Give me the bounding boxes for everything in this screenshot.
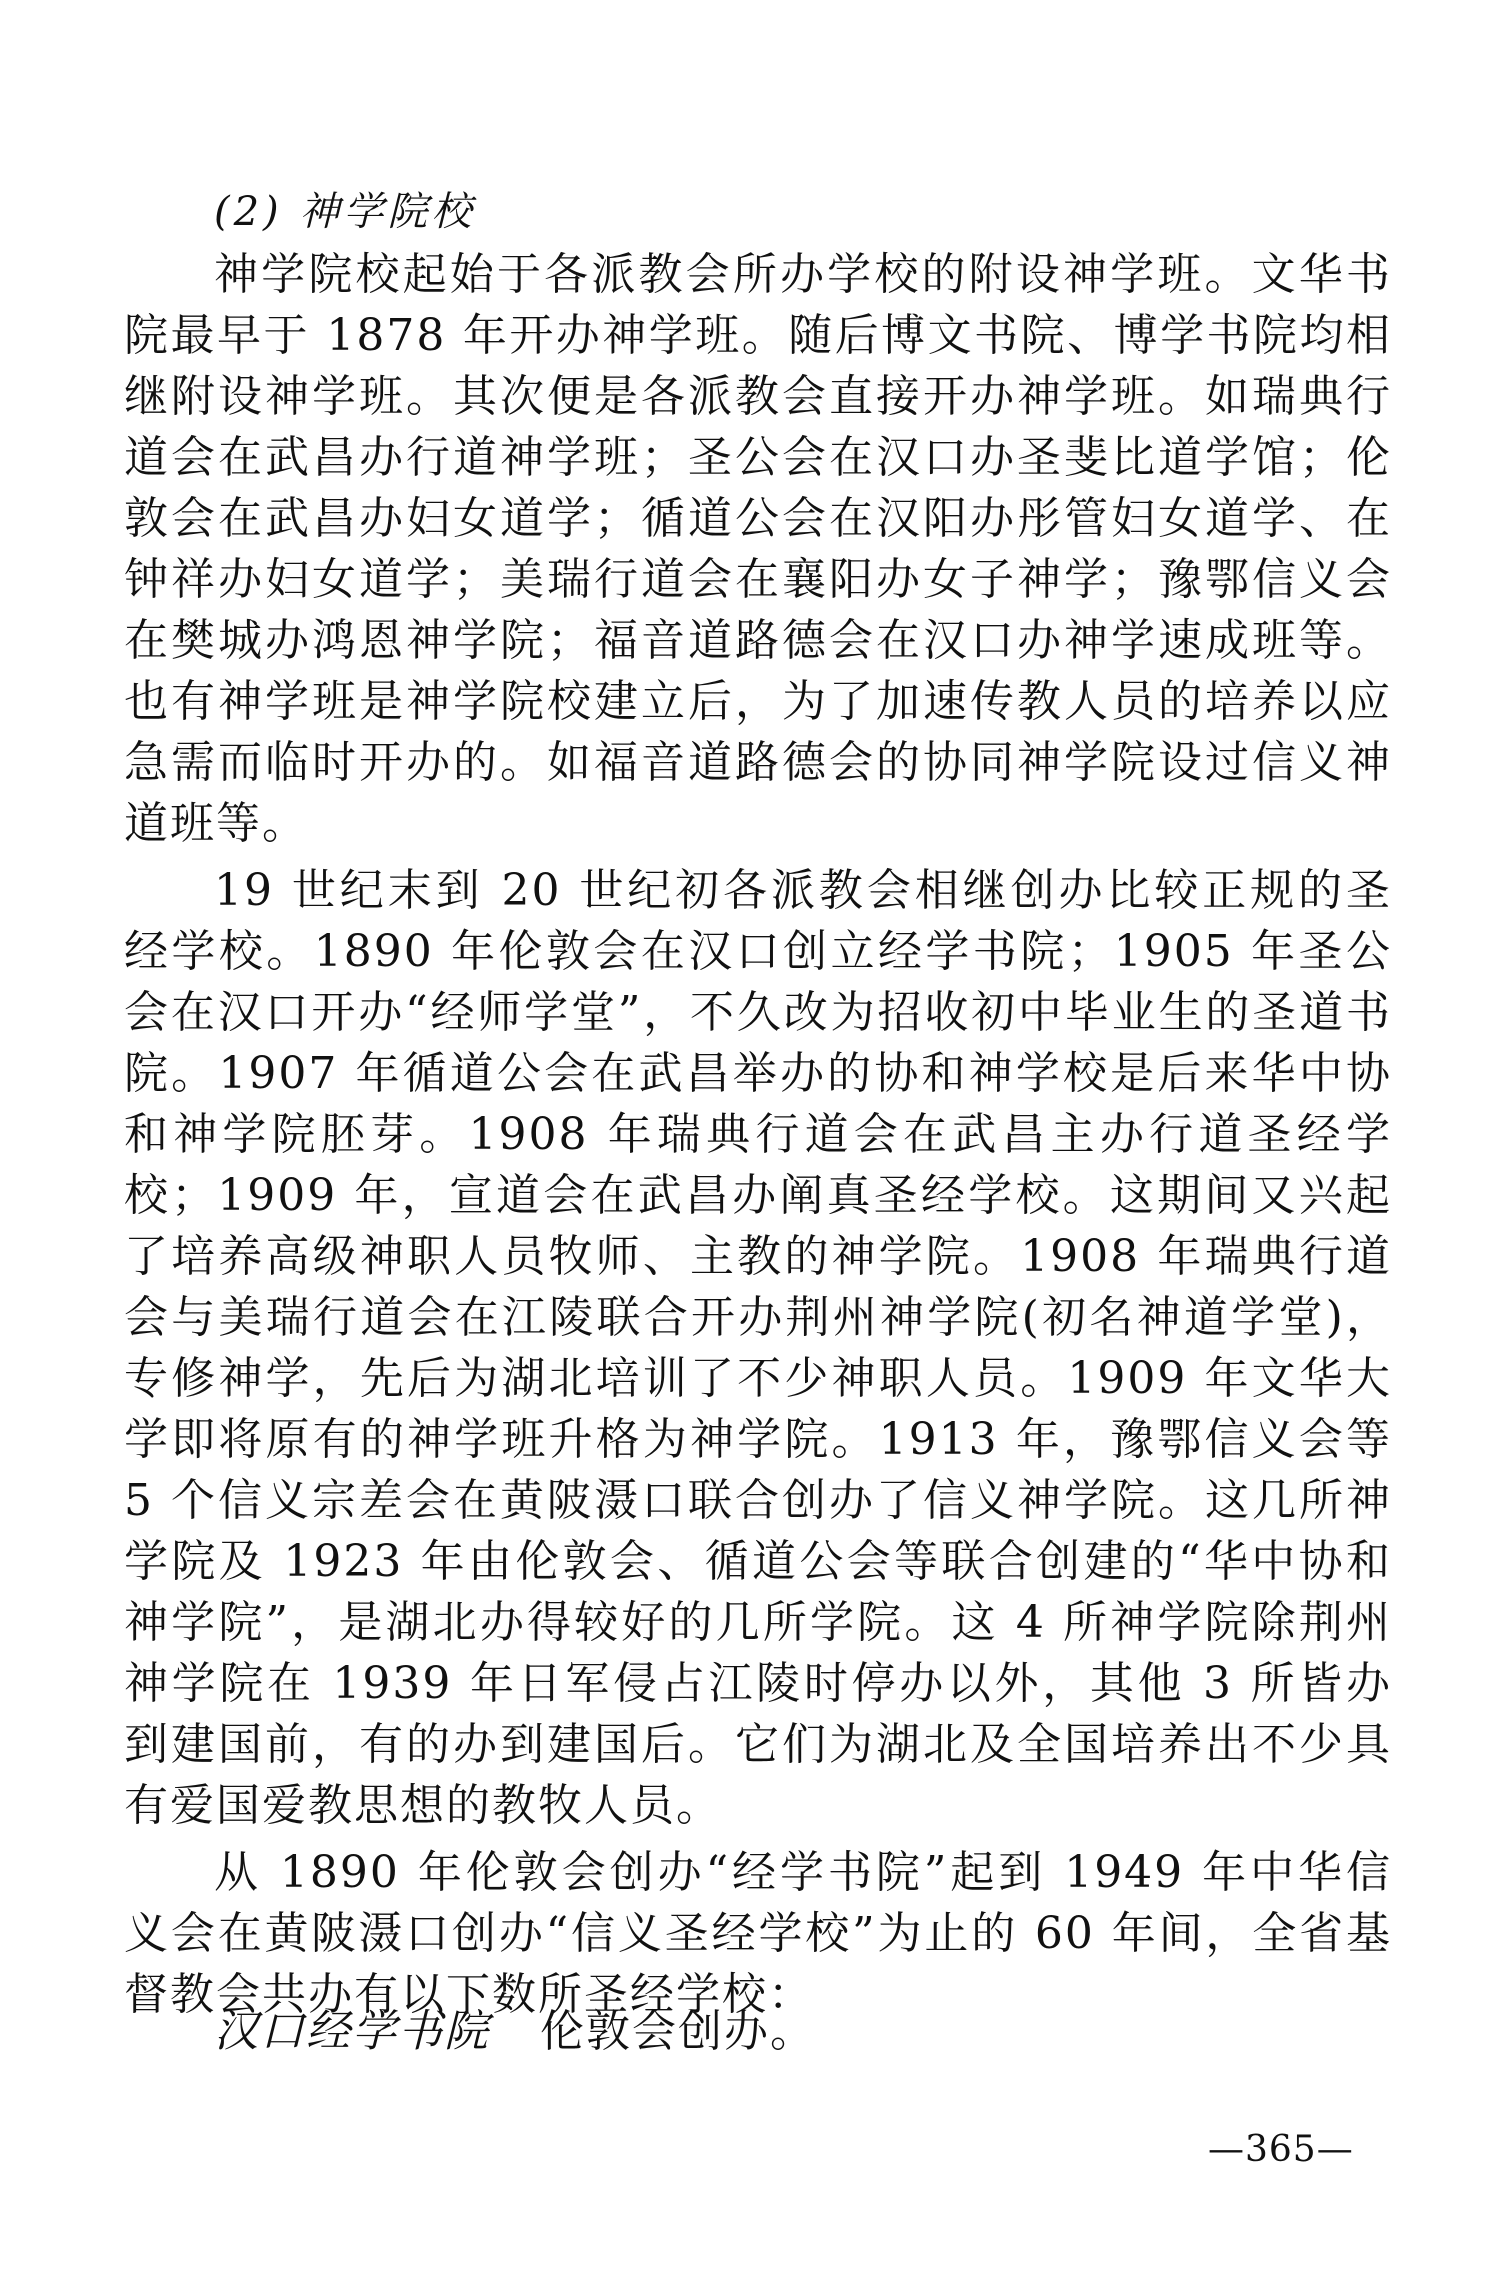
paragraph-3: 从 1890 年伦敦会创办“经学书院”起到 1949 年中华信义会在黄陂滠口创办“信义圣经学校”为止的 60 年间，全省基督教会共办有以下数所圣经学校： [124, 1847, 1392, 2020]
body-text [124, 244, 1392, 2031]
paragraph-2: 19 世纪末到 20 世纪初各派教会相继创办比较正规的圣经学校。1890 年伦敦会在汉口创立经学书院；1905 年圣公会在汉口开办“经师学堂”，不久改为招收初中毕业生的圣道书院。1907 年循道公会在武昌举办的协和神学校是后来华中协和神学院胚芽。1908 年瑞典行道会在武昌主办行道圣经学校；1909 年，宣道会在武昌办阐真圣经学校。这期间又兴起了培养高级神职人员牧师、主教的神学院。1908 年瑞典行道会与美瑞行道会在江陵联合开办荆州神学院(初名神道学堂)，专修神学，先后为湖北培训了不少神职人员。1909 年文华大学即将原有的神学班升格为神学院。1913 年，豫鄂信义会等 5 个信义宗差会在黄陂滠口联合创办了信义神学院。这几所神学院及 1923 年由伦敦会、循道公会等联合创建的“华中协和神学院”，是湖北办得较好的几所学院。这 4 所神学院除荆州神学院在 1939 年日军侵占江陵时停办以外，其他 3 所皆办到建国前，有的办到建国后。它们为湖北及全国培养出不少具有爱国爱教思想的教牧人员。 [124, 865, 1392, 1831]
paragraph-1: 神学院校起始于各派教会所办学校的附设神学班。文华书院最早于 1878 年开办神学班。随后博文书院、博学书院均相继附设神学班。其次便是各派教会直接开办神学班。如瑞典行道会在武昌办行道神学班；圣公会在汉口办圣斐比道学馆；伦敦会在武昌办妇女道学；循道公会在汉阳办彤管妇女道学、在钟祥办妇女道学；美瑞行道会在襄阳办女子神学；豫鄂信义会在樊城办鸿恩神学院；福音道路德会在汉口办神学速成班等。也有神学班是神学院校建立后，为了加速传教人员的培养以应急需而临时开办的。如福音道路德会的协同神学院设过信义神道班等。 [124, 249, 1392, 849]
school-note: 伦敦会创办。 [540, 2006, 816, 2057]
school-name: 汉口经学书院 [214, 2006, 490, 2057]
section-heading: (2) 神学院校 [214, 189, 476, 235]
school-list-item [214, 2002, 816, 2062]
page-number: —365— [1208, 2129, 1354, 2170]
